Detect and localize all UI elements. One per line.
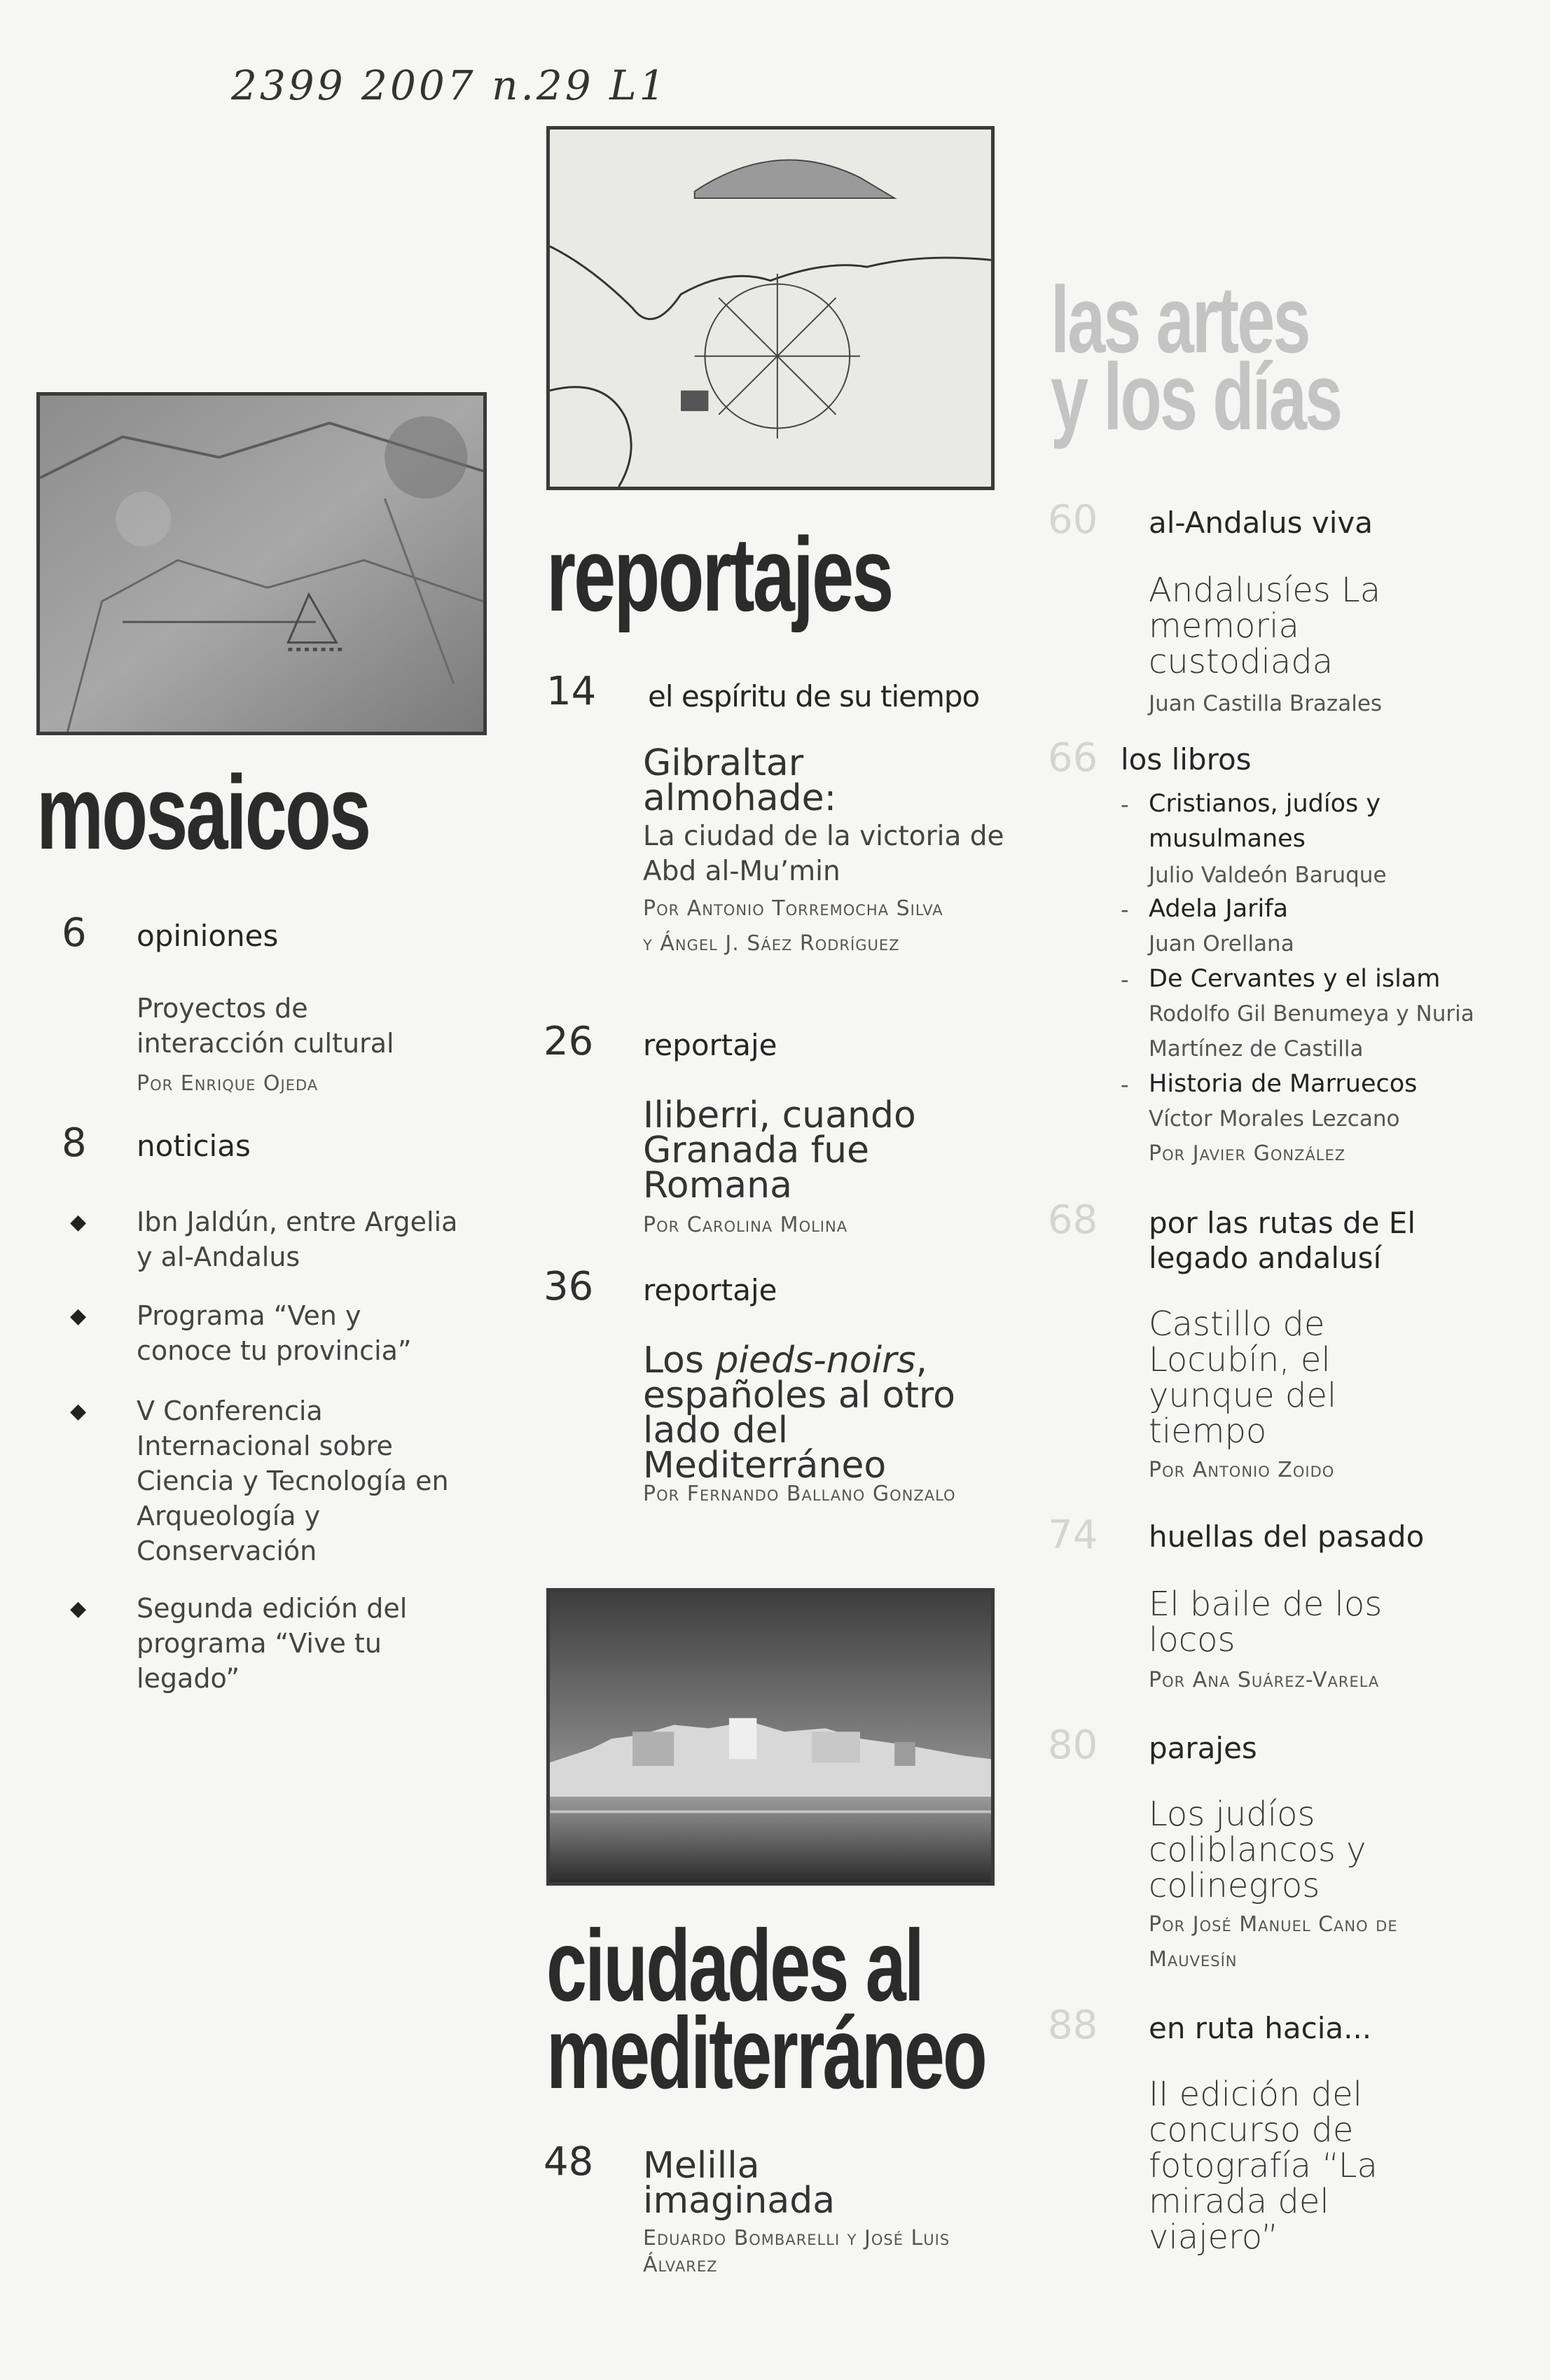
book-author: Juan Orellana <box>1149 931 1294 956</box>
entry-title: Iliberri, cuando Granada fue Romana <box>643 1094 916 1206</box>
handwritten-catalog-note: 2399 2007 n.29 L1 <box>231 62 668 109</box>
entry-byline: Por Carolina Molina <box>643 1213 848 1237</box>
entry-category: el espíritu de su tiempo <box>648 679 980 714</box>
section-title-artes-line2: y los días <box>1051 344 1341 450</box>
book-title: Cristianos, judíos y musulmanes <box>1149 790 1381 853</box>
book-title: Adela Jarifa <box>1149 895 1289 923</box>
reportajes-photo-historic-map <box>546 126 995 490</box>
section-title-reportajes: reportajes <box>546 515 892 633</box>
news-item: V Conferencia Internacional sobre Ciencia y Tecnología en Arqueología y Conservación <box>137 1396 449 1566</box>
page-number: 8 <box>62 1120 87 1166</box>
entry-category: los libros <box>1121 742 1252 777</box>
news-item: Ibn Jaldún, entre Argelia y al-Andalus <box>137 1206 458 1272</box>
entry-title: Gibraltar almohade: <box>643 742 837 819</box>
entry-category: huellas del pasado <box>1149 1519 1425 1554</box>
entry-subtitle: La ciudad de la victoria de Abd al-Mu’min <box>643 821 1004 887</box>
book-title: Historia de Marruecos <box>1149 1070 1418 1098</box>
section-title-ciudades-line1: ciudades al <box>546 1909 922 2022</box>
page-number: 88 <box>1048 2003 1098 2048</box>
entry-category: noticias <box>137 1129 251 1163</box>
book-dash: - <box>1121 896 1129 923</box>
book-author: Rodolfo Gil Benumeya y Nuria Martínez de Castilla <box>1149 1001 1474 1062</box>
book-reviewer: Por Javier González <box>1149 1141 1346 1166</box>
ciudades-photo-melilla <box>546 1588 995 1886</box>
entry-title: II edición del concurso de fotografía “La mirada del viajero” <box>1149 2075 1378 2257</box>
page-number: 68 <box>1048 1197 1098 1243</box>
entry-byline: Eduardo Bombarelli y José Luis Álvarez <box>643 2226 950 2277</box>
news-item: Programa “Ven y conoce tu provincia” <box>137 1300 412 1366</box>
entry-byline: Por José Manuel Cano de Mauvesín <box>1149 1912 1398 1972</box>
page-number: 6 <box>62 910 87 956</box>
page-number: 60 <box>1048 497 1098 543</box>
entry-category: reportaje <box>643 1028 777 1062</box>
entry-category: por las rutas de El legado andalusí <box>1149 1206 1416 1275</box>
entry-title: El baile de los locos <box>1149 1585 1383 1659</box>
section-title-artes-line1: las artes <box>1051 267 1309 373</box>
page-number: 26 <box>544 1019 594 1064</box>
book-dash: - <box>1121 966 1129 993</box>
entry-category: en ruta hacia... <box>1149 2011 1372 2045</box>
section-title-mosaicos: mosaicos <box>36 753 370 871</box>
bullet-diamond-icon: ◆ <box>70 1399 87 1424</box>
page-number: 36 <box>544 1264 594 1309</box>
entry-byline: Por Enrique Ojeda <box>137 1071 319 1096</box>
entry-title: Castillo de Locubín, el yunque del tiempo <box>1149 1304 1337 1451</box>
entry-category: opiniones <box>137 919 279 953</box>
section-title-ciudades-line2: mediterráneo <box>546 1996 985 2110</box>
entry-title: Los pieds-noirs, españoles al otro lado del Mediterráneo <box>643 1339 955 1487</box>
entry-byline: Por Antonio Torremocha Silva y Ángel J. Sáez Rodríguez <box>643 896 943 956</box>
book-title: De Cervantes y el islam <box>1149 965 1441 993</box>
book-author: Víctor Morales Lezcano <box>1149 1106 1400 1132</box>
bullet-diamond-icon: ◆ <box>70 1304 87 1328</box>
bullet-diamond-icon: ◆ <box>70 1210 87 1234</box>
news-item: Segunda edición del programa “Vive tu legado” <box>137 1593 408 1694</box>
entry-title: Los judíos coliblancos y colinegros <box>1149 1795 1366 1905</box>
mosaicos-photo-engraved-stone <box>36 392 487 735</box>
page-number: 66 <box>1048 735 1098 781</box>
bullet-diamond-icon: ◆ <box>70 1596 87 1621</box>
page-number: 48 <box>544 2139 594 2185</box>
page-number: 74 <box>1048 1512 1098 1558</box>
entry-title: Melilla imaginada <box>643 2145 836 2222</box>
book-author: Julio Valdeón Baruque <box>1149 863 1387 888</box>
entry-byline: Juan Castilla Brazales <box>1149 691 1383 716</box>
entry-title: Proyectos de interacción cultural <box>137 993 394 1059</box>
entry-title: Andalusíes La memoria custodiada <box>1149 571 1381 681</box>
entry-byline: Por Ana Suárez-Varela <box>1149 1668 1380 1692</box>
entry-byline: Por Fernando Ballano Gonzalo <box>643 1482 956 1506</box>
entry-category: reportaje <box>643 1273 777 1307</box>
entry-category: al-Andalus viva <box>1149 506 1373 540</box>
book-dash: - <box>1121 1071 1129 1098</box>
book-dash: - <box>1121 791 1129 818</box>
entry-category: parajes <box>1149 1731 1257 1765</box>
page-number: 80 <box>1048 1723 1098 1768</box>
page-number: 14 <box>546 669 597 714</box>
entry-byline: Por Antonio Zoido <box>1149 1458 1335 1482</box>
